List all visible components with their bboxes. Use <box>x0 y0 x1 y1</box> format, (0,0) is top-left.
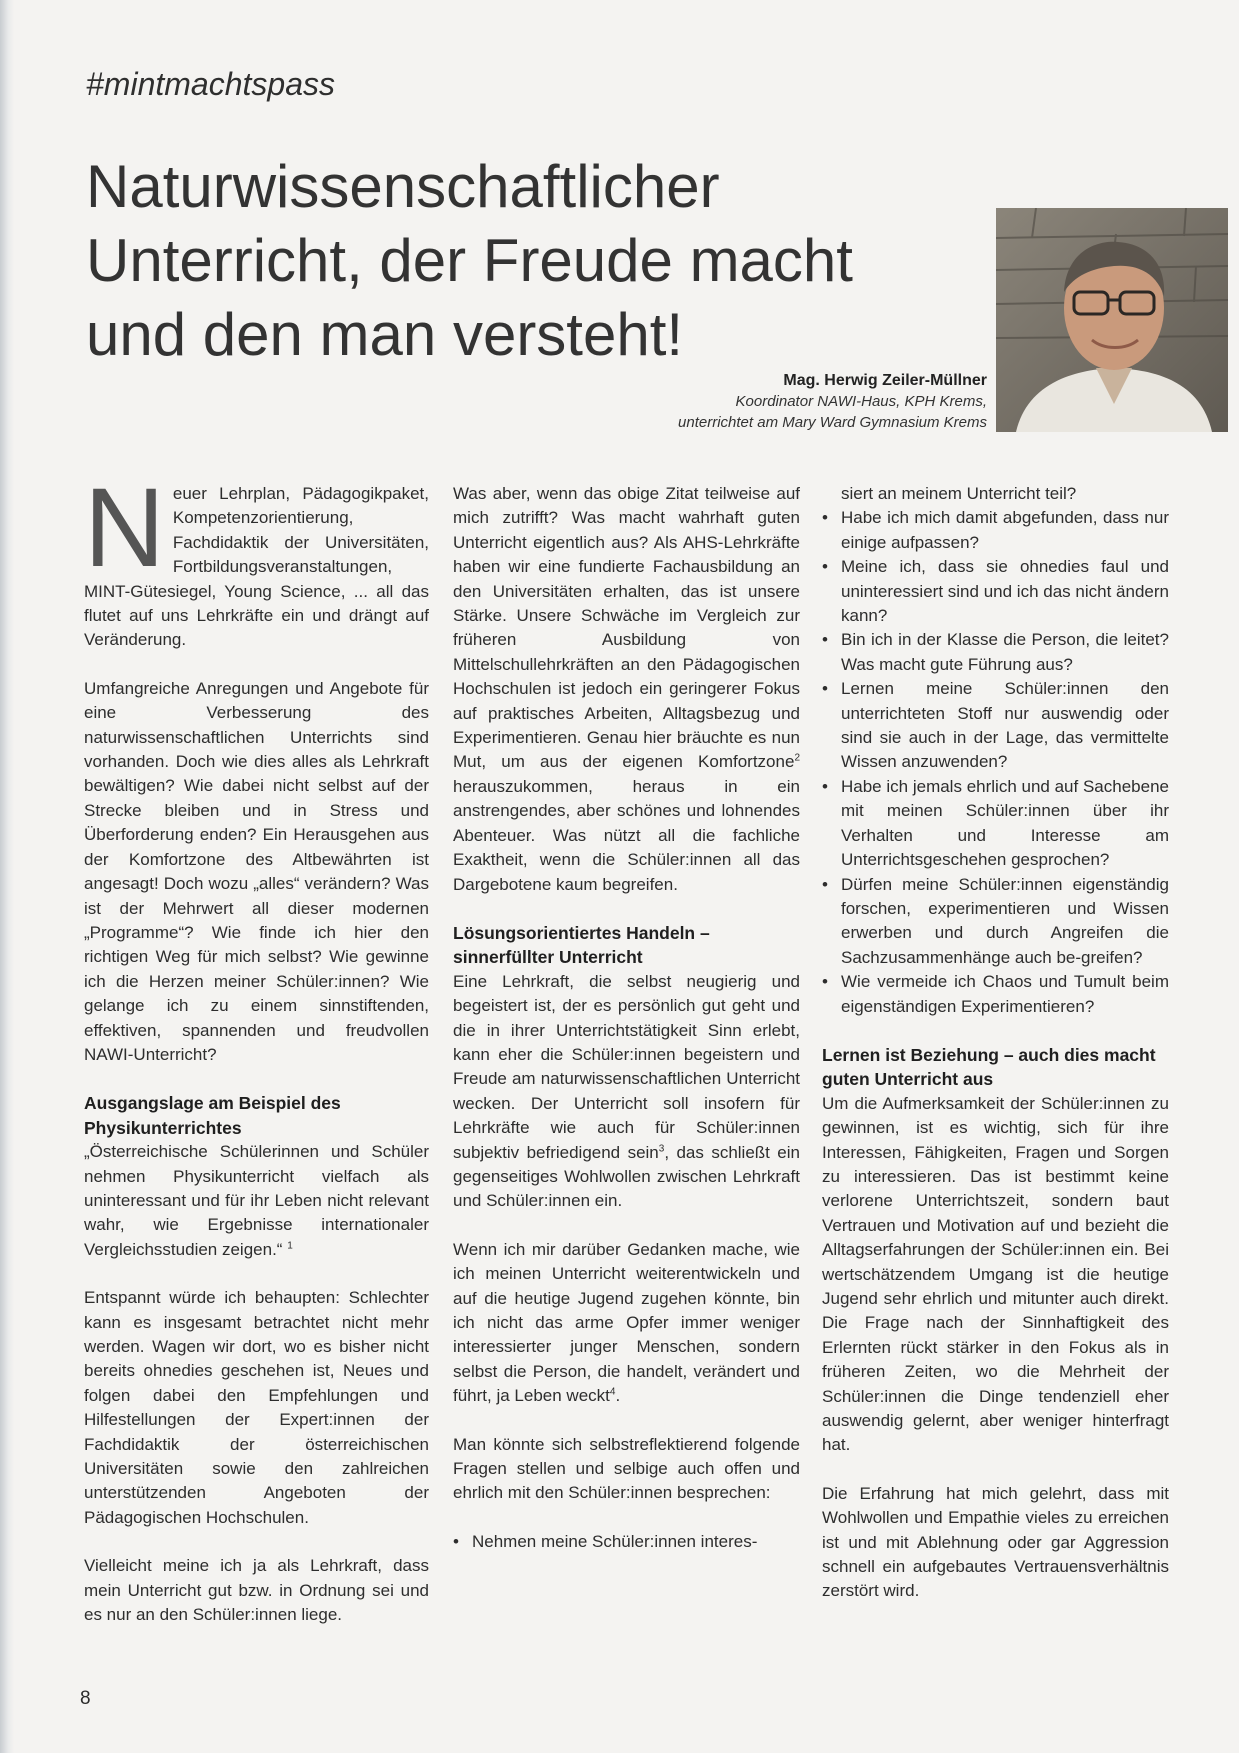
col1-paragraph-2: Umfangreiche Anregungen und Angebote für eine Verbesserung des naturwissenschaftlichen Unterrichts sind vorhanden. Doch wie dies alles als Lehrkraft bewältigen? Wie dabei nicht selbst auf der Strecke bleiben und in Stress und Überforderung enden? Ein Herausgehen aus der Komfortzone des Altbewährten ist angesagt! Doch wozu „alles“ verändern? Was ist der Mehrwert all dieser modernen „Programme“? Wie finde ich hier den richtigen Weg für mich selbst? Wie gewinne ich die Herzen meiner Schüler:innen? Wie gelange ich zu einem sinnstiftenden, effektiven, spannenden und freudvollen NAWI-Unterricht? <box>84 678 429 1064</box>
col2-paragraph-3 <box>453 1238 800 1409</box>
page-number: 8 <box>80 1688 91 1709</box>
question-item: • Wie vermeide ich Chaos und Tumult beim eigenständigen Experimentieren? <box>822 970 1169 1019</box>
question-list-start <box>453 1530 800 1554</box>
column-2 <box>453 482 800 1554</box>
col3-paragraph-2: Die Erfahrung hat mich gelehrt, dass mit Wohlwollen und Empathie vieles zu erreichen ist und mit Ablehnung oder gar Aggression schnell ein aufgebautes Vertrauensverhältnis zerstört wird. <box>822 1483 1169 1601</box>
col1-heading: Ausgangslage am Beispiel des Physikunterrichtes <box>84 1093 341 1138</box>
author-portrait-image <box>996 208 1228 432</box>
question-item-1-continued: siert an meinem Unterricht teil? <box>841 484 1077 503</box>
question-item: • Bin ich in der Klasse die Person, die leitet? Was macht gute Führung aus? <box>822 628 1169 677</box>
author-byline <box>678 370 987 433</box>
col3-heading: Lernen ist Beziehung – auch dies macht guten Unterricht aus <box>822 1044 1156 1090</box>
drop-cap: N <box>84 465 165 590</box>
col2-paragraph-3-text-b: . <box>615 1386 621 1406</box>
column-3 <box>822 482 1169 1628</box>
col1-paragraph-4: Entspannt würde ich behaupten: Schlechter kann es insgesamt betrachtet nicht mehr werden. Wagen wir dort, wo es bisher nicht bereits ohnedies geschehen ist, Neues und folgen dabei den Empfehlungen und Hilfestellungen der Expert:innen der Fachdidaktik der österreichischen Universitäten sowie den zahlreichen unterstützenden Angeboten der Pädagogischen Hochschulen. <box>84 1288 429 1527</box>
question-item: • Meine ich, dass sie ohnedies faul und uninteressiert sind und ich das nicht ändern kann? <box>822 555 1169 628</box>
column-1 <box>84 465 429 1651</box>
headline <box>86 150 946 372</box>
col1-paragraph-5: Vielleicht meine ich ja als Lehrkraft, dass mein Unterricht gut bzw. in Ordnung sei und es nur an den Schüler:innen liege. <box>84 1556 429 1625</box>
col2-paragraph-2-text-a: Eine Lehrkraft, die selbst neugierig und begeistert ist, der es persönlich gut geht und die in ihrer Unterrichtstätigkeit Sinn erlebt, kann eher die Schüler:innen begeistern und Freude am naturwissenschaftlichen Unterricht wecken. Der Unterricht soll insofern für Lehrkräfte wie auch für Schüler:innen subjektiv befriedigend sein <box>453 971 800 1162</box>
intro-paragraph <box>84 465 429 653</box>
binding-edge <box>0 0 14 1753</box>
author-role-2: unterrichtet am Mary Ward Gymnasium Krems <box>678 414 987 431</box>
question-item: • Habe ich mich damit abgefunden, dass nur einige aufpassen? <box>822 506 1169 555</box>
col2-paragraph-2-text-b: , das schließt ein gegenseitiges Wohlwollen zwischen Lehrkraft und Schüler:innen ein. <box>453 1142 800 1211</box>
question-item: • Lernen meine Schüler:innen den unterrichteten Stoff nur auswendig oder sind sie auch in der Lage, das vermittelte Wissen anzuwenden? <box>822 677 1169 775</box>
col3-paragraph-1: Um die Aufmerksamkeit der Schüler:innen zu gewinnen, ist es wichtig, sich für ihre Interessen, Fähigkeiten, Fragen und Sorgen zu interessieren. Das ist bestimmt keine verlorene Unterrichtszeit, sondern baut Vertrauen und Motivation auf und bezieht die Alltagserfahrungen der Schüler:innen ein. Bei wertschätzendem Umgang ist die heutige Jugend sehr ehrlich und mitunter auch direkt. Die Frage nach der Sinnhaftigkeit des Erlernten rückt stärker in den Fokus als in früheren Zeiten, wo die Mehrheit der Schüler:innen die Dinge tendenziell eher auswendig gelernt, aber weniger hinterfragt hat. <box>822 1093 1169 1455</box>
author-role-1: Koordinator NAWI-Haus, KPH Krems, <box>735 393 987 410</box>
col2-heading: Lösungsorientiertes Handeln – sinnerfüllter Unterricht <box>453 922 710 968</box>
question-item: • Habe ich jemals ehrlich und auf Sachebene mit meinen Schüler:innen über ihr Verhalten und Interesse am Unterrichtsgeschehen gesprochen? <box>822 775 1169 873</box>
col2-paragraph-2 <box>453 970 800 1214</box>
intro-text: euer Lehrplan, Pädagogikpaket, Kompetenzorientierung, Fachdidaktik der Universitäten, Fortbildungsveranstaltungen, MINT-Gütesiegel, Young Science, ... all das flutet auf uns Lehrkräfte ein und drängt auf Veränderung. <box>84 484 429 650</box>
headline-line-1: Naturwissenschaftlicher <box>86 153 720 220</box>
headline-line-2: Unterricht, der Freude macht <box>86 227 853 294</box>
col2-paragraph-1 <box>453 482 800 897</box>
headline-line-3: und den man versteht! <box>86 301 684 368</box>
question-item: • Dürfen meine Schüler:innen eigenständig forschen, experimentieren und Wissen erwerben und durch Angreifen die Sachzusammenhänge auch be-greifen? <box>822 873 1169 971</box>
col2-paragraph-3-text-a: Wenn ich mir darüber Gedanken mache, wie ich meinen Unterricht weiterentwickeln und auf die heutige Jugend zugehen könnte, bin ich nicht das arme Opfer immer weniger interessierter junger Menschen, sondern selbst die Person, die handelt, verändert und führt, ja Leben weckt <box>453 1239 800 1406</box>
col2-paragraph-1-text-a: Was aber, wenn das obige Zitat teilweise auf mich zutrifft? Was macht wahrhaft guten Unterricht eigentlich aus? Als AHS-Lehrkräfte haben wir eine fundierte Fachausbildung an den Universitäten erhalten, das ist unsere Stärke. Unsere Schwäche im Vergleich zur früheren Ausbildung von Mittelschullehrkräften an den Pädagogischen Hochschulen ist jedoch ein geringerer Fokus auf praktisches Arbeiten, Alltagsbezug und Experimentieren. Genau hier bräuchte es nun Mut, um aus der eigenen Komfortzone <box>453 484 800 772</box>
author-portrait <box>996 208 1228 432</box>
question-list <box>822 506 1169 1019</box>
question-item-1: • Nehmen meine Schüler:innen interes- <box>453 1530 800 1554</box>
footnote-ref-1: 1 <box>287 1240 293 1252</box>
col2-paragraph-4: Man könnte sich selbstreflektierend folgende Fragen stellen und selbige auch offen und ehrlich mit den Schüler:innen besprechen: <box>453 1434 800 1503</box>
author-name: Mag. Herwig Zeiler-Müllner <box>783 372 987 389</box>
footnote-ref-4: 4 <box>609 1386 616 1398</box>
col2-paragraph-1-text-b: herauszukommen, heraus in ein anstrengendes, aber schönes und lohnendes Abenteuer. Was nützt all die fachliche Exaktheit, wenn die Schüler:innen all das Dargebotene kaum begreifen. <box>453 776 800 894</box>
col1-quote-text: „Österreichische Schülerinnen und Schüler nehmen Physikunterricht vielfach als uninteressant und für ihr Leben nicht relevant wahr, wie Ergebnisse internationaler Vergleichsstudien zeigen.“ <box>84 1142 429 1259</box>
hashtag: #mintmachtspass <box>86 66 335 102</box>
footnote-ref-2: 2 <box>794 752 800 764</box>
footnote-ref-3: 3 <box>658 1142 665 1154</box>
col1-quote-paragraph <box>84 1140 429 1262</box>
